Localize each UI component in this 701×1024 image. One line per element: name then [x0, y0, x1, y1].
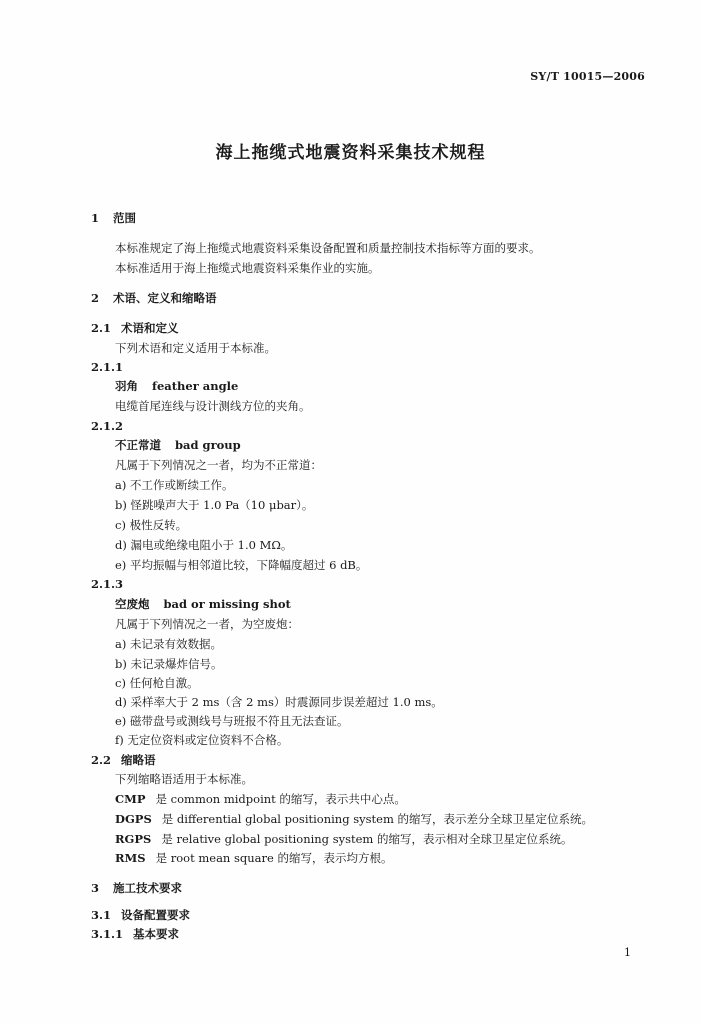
term-definition: 凡属于下列情况之一者，为空废炮： — [115, 617, 299, 631]
term-bad-or-missing-shot — [115, 596, 291, 612]
section-title: 范围 — [113, 211, 136, 225]
list-item: f) 无定位资料或定位资料不合格。 — [115, 733, 289, 747]
section-2-2-heading — [91, 752, 156, 768]
section-title: 术语和定义 — [121, 321, 179, 335]
abbreviation-rms — [115, 850, 392, 866]
section-title: 缩略语 — [121, 753, 156, 767]
section-number: 2.1 — [91, 321, 112, 335]
term-definition: 电缆首尾连线与设计测线方位的夹角。 — [115, 399, 311, 413]
list-item: d) 采样率大于 2 ms（含 2 ms）时震源同步误差超过 1.0 ms。 — [115, 695, 443, 709]
term-bad-group — [115, 437, 241, 453]
abbreviation-text: 是 relative global positioning system 的缩写，表示相对全球卫星定位系统。 — [161, 832, 573, 846]
abbreviation-code: CMP — [115, 792, 146, 806]
abbreviation-code: RGPS — [115, 832, 152, 846]
list-item: e) 磁带盘号或测线号与班报不符且无法查证。 — [115, 714, 349, 728]
list-item: c) 任何枪自激。 — [115, 676, 199, 690]
list-item: e) 平均振幅与相邻道比较，下降幅度超过 6 dB。 — [115, 558, 368, 572]
term-english: bad or missing shot — [163, 597, 291, 611]
scope-paragraph-1: 本标准规定了海上拖缆式地震资料采集设备配置和质量控制技术指标等方面的要求。 — [115, 241, 541, 255]
abbreviation-code: DGPS — [115, 812, 152, 826]
term-chinese: 羽角 — [115, 379, 138, 393]
scope-paragraph-2: 本标准适用于海上拖缆式地震资料采集作业的实施。 — [115, 261, 380, 275]
abbreviation-text: 是 root mean square 的缩写，表示均方根。 — [155, 851, 393, 865]
term-definition: 凡属于下列情况之一者，均为不正常道： — [115, 458, 322, 472]
section-2-heading — [91, 290, 217, 306]
section-2-1-heading — [91, 320, 179, 336]
terms-intro: 下列术语和定义适用于本标准。 — [115, 341, 276, 355]
list-item: d) 漏电或绝缘电阻小于 1.0 MΩ。 — [115, 538, 293, 552]
section-title: 施工技术要求 — [113, 881, 182, 895]
term-english: feather angle — [152, 379, 239, 393]
abbreviation-text: 是 common midpoint 的缩写，表示共中心点。 — [155, 792, 406, 806]
clause-2-1-2-number: 2.1.2 — [91, 419, 124, 433]
section-1-heading — [91, 210, 136, 226]
abbreviation-cmp — [115, 791, 406, 807]
standard-number: SY/T 10015—2006 — [530, 70, 645, 83]
list-item: a) 不工作或断续工作。 — [115, 478, 234, 492]
abbreviation-text: 是 differential global positioning system 的缩写，表示差分全球卫星定位系统。 — [161, 812, 594, 826]
section-title: 术语、定义和缩略语 — [113, 291, 217, 305]
list-item: c) 极性反转。 — [115, 518, 188, 532]
term-chinese: 不正常道 — [115, 438, 161, 452]
abbreviation-dgps — [115, 811, 593, 827]
section-number: 2.2 — [91, 753, 112, 767]
section-number: 3 — [91, 881, 100, 895]
page-number: 1 — [624, 946, 631, 959]
term-chinese: 空废炮 — [115, 597, 150, 611]
clause-2-1-3-number: 2.1.3 — [91, 577, 124, 591]
section-number: 3.1.1 — [91, 927, 124, 941]
section-number: 2 — [91, 291, 100, 305]
abbreviation-code: RMS — [115, 851, 146, 865]
list-item: b) 未记录爆炸信号。 — [115, 657, 223, 671]
clause-2-1-1-number: 2.1.1 — [91, 360, 124, 374]
section-title: 基本要求 — [133, 927, 179, 941]
term-english: bad group — [175, 438, 241, 452]
section-3-1-1-heading — [91, 926, 179, 942]
abbreviations-intro: 下列缩略语适用于本标准。 — [115, 772, 253, 786]
list-item: a) 未记录有效数据。 — [115, 637, 222, 651]
section-3-heading — [91, 880, 182, 896]
section-3-1-heading — [91, 907, 190, 923]
term-feather-angle — [115, 378, 238, 394]
abbreviation-rgps — [115, 831, 573, 847]
document-title: 海上拖缆式地震资料采集技术规程 — [215, 143, 486, 163]
section-number: 3.1 — [91, 908, 112, 922]
list-item: b) 怪跳噪声大于 1.0 Pa（10 μbar）。 — [115, 498, 314, 512]
section-number: 1 — [91, 211, 100, 225]
section-title: 设备配置要求 — [121, 908, 190, 922]
